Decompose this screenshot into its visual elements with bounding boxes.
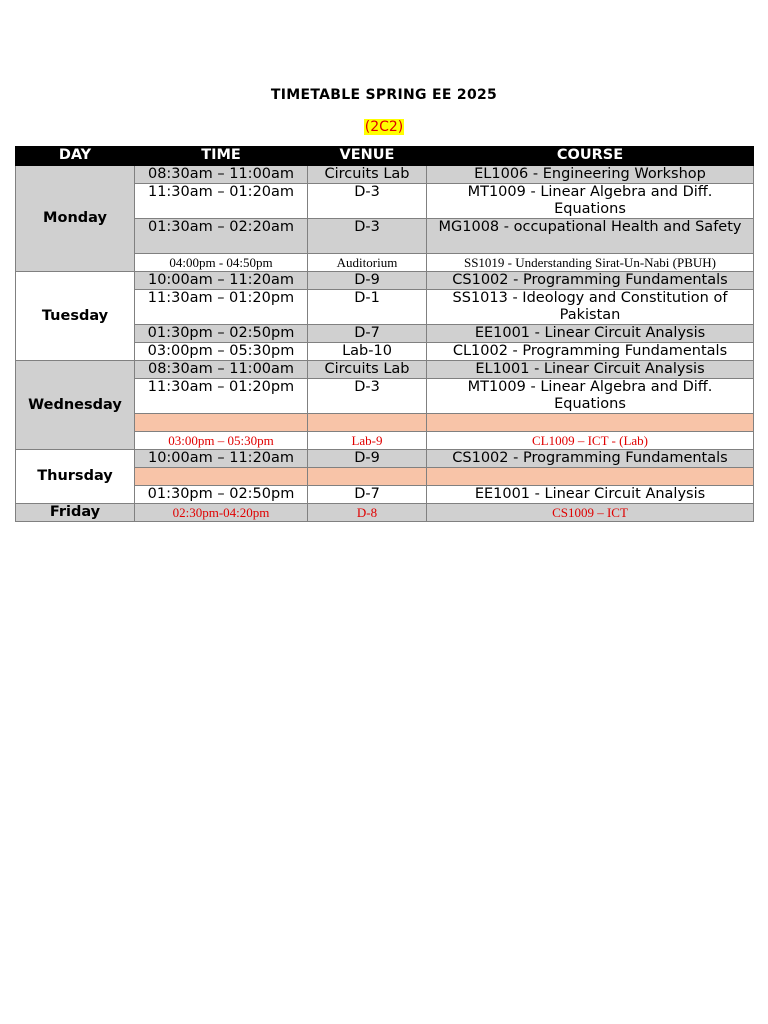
course-cell: CS1009 – ICT bbox=[427, 504, 754, 522]
venue-cell: D-7 bbox=[308, 486, 427, 504]
header-venue: VENUE bbox=[308, 147, 427, 166]
venue-cell: Circuits Lab bbox=[308, 361, 427, 379]
venue-cell: D-9 bbox=[308, 272, 427, 290]
time-cell: 11:30am – 01:20pm bbox=[135, 290, 308, 325]
course-cell: SS1019 - Understanding Sirat-Un-Nabi (PBUH) bbox=[427, 254, 754, 272]
time-cell: 01:30pm – 02:50pm bbox=[135, 325, 308, 343]
course-cell: EE1001 - Linear Circuit Analysis bbox=[427, 325, 754, 343]
day-cell: Thursday bbox=[16, 450, 135, 504]
section-code bbox=[0, 116, 768, 135]
course-cell: MG1008 - occupational Health and Safety bbox=[427, 219, 754, 254]
course-cell: CS1002 - Programming Fundamentals bbox=[427, 450, 754, 468]
timetable bbox=[15, 146, 754, 522]
venue-cell: D-8 bbox=[308, 504, 427, 522]
day-cell: Monday bbox=[16, 166, 135, 272]
course-cell: MT1009 - Linear Algebra and Diff. Equations bbox=[427, 379, 754, 414]
venue-cell: Lab-10 bbox=[308, 343, 427, 361]
venue-cell: Circuits Lab bbox=[308, 166, 427, 184]
time-cell bbox=[135, 414, 308, 432]
course-cell: EL1006 - Engineering Workshop bbox=[427, 166, 754, 184]
header-row bbox=[16, 147, 754, 166]
day-cell: Friday bbox=[16, 504, 135, 522]
header-time: TIME bbox=[135, 147, 308, 166]
time-cell bbox=[135, 468, 308, 486]
venue-cell: D-3 bbox=[308, 379, 427, 414]
table-row bbox=[16, 504, 754, 522]
course-cell: MT1009 - Linear Algebra and Diff. Equations bbox=[427, 184, 754, 219]
course-cell bbox=[427, 468, 754, 486]
header-course: COURSE bbox=[427, 147, 754, 166]
time-cell: 10:00am – 11:20am bbox=[135, 272, 308, 290]
table-row bbox=[16, 450, 754, 468]
time-cell: 10:00am – 11:20am bbox=[135, 450, 308, 468]
time-cell: 02:30pm-04:20pm bbox=[135, 504, 308, 522]
time-cell: 08:30am – 11:00am bbox=[135, 361, 308, 379]
day-cell: Tuesday bbox=[16, 272, 135, 361]
day-cell: Wednesday bbox=[16, 361, 135, 450]
section-code-label: (2C2) bbox=[364, 119, 404, 135]
venue-cell: Auditorium bbox=[308, 254, 427, 272]
course-cell bbox=[427, 414, 754, 432]
table-row bbox=[16, 361, 754, 379]
course-cell: CL1009 – ICT - (Lab) bbox=[427, 432, 754, 450]
venue-cell: D-9 bbox=[308, 450, 427, 468]
course-cell: EL1001 - Linear Circuit Analysis bbox=[427, 361, 754, 379]
course-cell: EE1001 - Linear Circuit Analysis bbox=[427, 486, 754, 504]
time-cell: 01:30am – 02:20am bbox=[135, 219, 308, 254]
table-row bbox=[16, 272, 754, 290]
time-cell: 01:30pm – 02:50pm bbox=[135, 486, 308, 504]
course-cell: SS1013 - Ideology and Constitution of Pakistan bbox=[427, 290, 754, 325]
time-cell: 08:30am – 11:00am bbox=[135, 166, 308, 184]
time-cell: 04:00pm - 04:50pm bbox=[135, 254, 308, 272]
venue-cell bbox=[308, 468, 427, 486]
course-cell: CL1002 - Programming Fundamentals bbox=[427, 343, 754, 361]
time-cell: 11:30am – 01:20pm bbox=[135, 379, 308, 414]
page-title: TIMETABLE SPRING EE 2025 bbox=[270, 87, 498, 103]
time-cell: 03:00pm – 05:30pm bbox=[135, 432, 308, 450]
course-cell: CS1002 - Programming Fundamentals bbox=[427, 272, 754, 290]
venue-cell: Lab-9 bbox=[308, 432, 427, 450]
timetable-body bbox=[16, 166, 754, 522]
venue-cell: D-3 bbox=[308, 219, 427, 254]
table-row bbox=[16, 166, 754, 184]
venue-cell: D-1 bbox=[308, 290, 427, 325]
venue-cell bbox=[308, 414, 427, 432]
venue-cell: D-3 bbox=[308, 184, 427, 219]
time-cell: 03:00pm – 05:30pm bbox=[135, 343, 308, 361]
time-cell: 11:30am – 01:20am bbox=[135, 184, 308, 219]
venue-cell: D-7 bbox=[308, 325, 427, 343]
header-day: DAY bbox=[16, 147, 135, 166]
